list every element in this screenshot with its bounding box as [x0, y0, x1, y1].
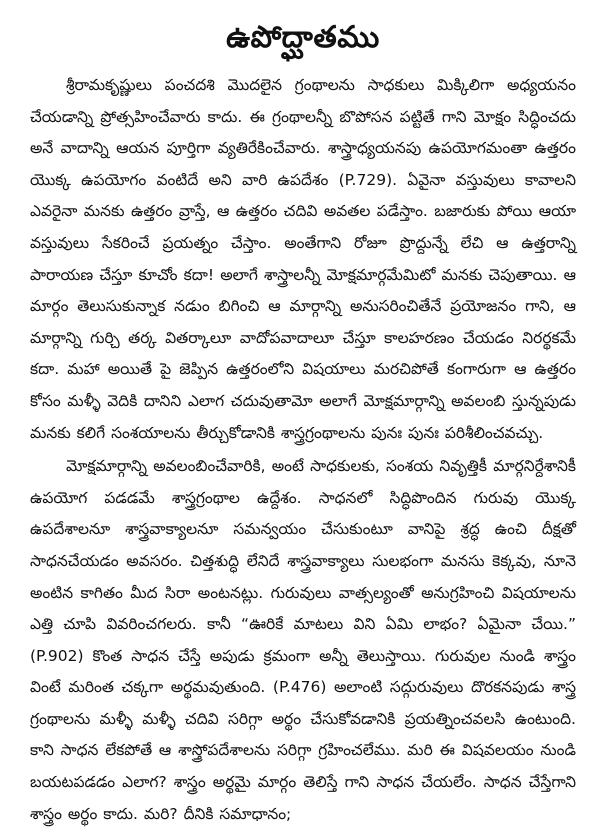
paragraph-1: శ్రీరామకృష్ణులు పంచదశి మొదలైన గ్రంథాలను సాధకులు మిక్కిలిగా అధ్యయనం చేయడాన్ని ప్రోత్సహించేవారు కాదు. ఈ గ్రంథాలన్నీ బొపోసన పట్టితే గాని మోక్షం సిద్ధించదు అనే వాదాన్ని ఆయన పూర్తిగా వ్యతిరేకించేవారు. శాస్త్రాధ్యయనపు ఉపయోగమంతా ఉత్తరం యొక్క ఉపయోగం వంటిదే అని వారి ఉపదేశం (P.729). ఏవైనా వస్తువులు కావాలని ఎవరైనా మనకు ఉత్తరం వ్రాస్తే, ఆ ఉత్తరం చదివి అవతల పడేస్తాం. బజారుకు పోయి ఆయా వస్తువులు సేకరించే ప్రయత్నం చేస్తాం. అంతేగాని రోజూ ప్రొద్దున్నే లేచి ఆ ఉత్తరాన్ని పారాయణ చేస్తూ కూచోం కదా! అలాగే శాస్త్రాలన్నీ మోక్షమార్గమేమిటో మనకు చెపుతాయి. ఆ మార్గం తెలుసుకున్నాక నడుం బిగించి ఆ మార్గాన్ని అనుసరించితేనే ప్రయోజనం గాని, ఆ మార్గాన్ని గుర్చి తర్క వితర్కాలూ వాదోపవాదాలూ చేస్తూ కాలహరణం చేయడం నిరర్థకమే కదా. మహా అయితే పై జెప్పిన ఉత్తరంలోని విషయాలు మరచిపోతే కంగారుగా ఆ ఉత్తరం కోసం మళ్ళీ వెదికి దానిని ఎలాగ చదువుతామో అలాగే మోక్షమార్గాన్ని అవలంబి స్తున్నపుడు మనకు కలిగే సంశయాలను తీర్చుకోడానికి శాస్త్రగ్రంథాలను పునః పునః పరిశీలించవచ్చు. — [30, 76, 576, 442]
paragraph-2: మోక్షమార్గాన్ని అవలంబించేవారికి, అంటే సాధకులకు, సంశయ నివృత్తికీ మార్గనిర్దేశానికీ ఉపయోగ పడడమే శాస్త్రగ్రంథాల ఉద్దేశం. సాధనలో సిద్ధిపొందిన గురువు యొక్క ఉపదేశాలనూ శాస్త్రవాక్యాలనూ సమన్వయం చేసుకుంటూ వానిపై శ్రద్ధ ఉంచి దీక్షతో సాధనచేయడం అవసరం. చిత్తశుద్ధి లేనిదే శాస్త్రవాక్యాలు సులభంగా మనసు కెక్కవు, నూనె అంటిన కాగితం మీద సిరా అంటనట్లు. గురువులు వాత్సల్యంతో అనుగ్రహించి విషయాలను ఎత్తి చూపి వివరించగలరు. కానీ “ఊరికే మాటలు విని ఏమి లాభం? ఏమైనా చేయి.” (P.902) కొంత సాధన చేస్తే అపుడు క్రమంగా అన్నీ తెలుస్తాయి. గురువుల నుండి శాస్త్రం వింటే మరింత చక్కగా అర్థమవుతుంది. (P.476) అలాంటి సద్గురువులు దొరకనపుడు శాస్త్ర గ్రంథాలను మళ్ళీ మళ్ళీ చదివి సరిగ్గా అర్థం చేసుకోవడానికి ప్రయత్నించవలసి ఉంటుంది. కాని సాధన లేకపోతే ఆ శాస్త్రోపదేశాలను సరిగ్గా గ్రహించలేము. మరి ఈ విషవలయం నుండి బయటపడడం ఎలాగ? శాస్త్రం అర్థమై మార్గం తెలిస్తే గాని సాధన చేయలేం. సాధన చేస్తేగాని శాస్త్రం అర్థం కాదు. మరి? దీనికి సమాధానం; — [30, 457, 576, 823]
page-title: ఉపోద్ఘాతము — [226, 20, 380, 55]
